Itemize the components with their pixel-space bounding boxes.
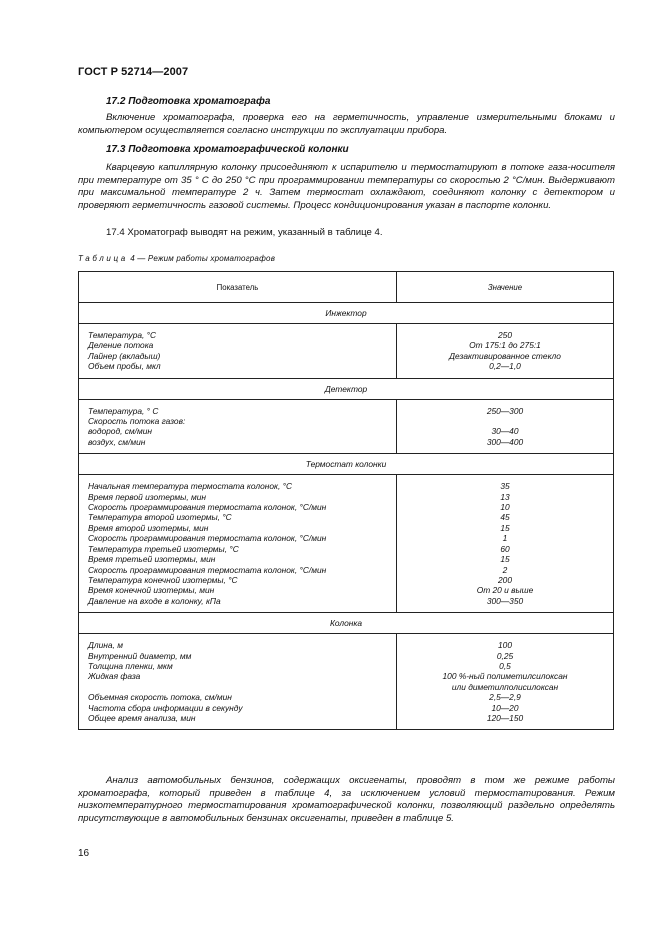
value: 300—350	[486, 595, 524, 606]
value: 45	[500, 512, 510, 523]
table-row	[79, 324, 614, 379]
group-title: Термостат колонки	[79, 454, 614, 475]
parameter-cell	[79, 634, 397, 730]
parameter: Температура третьей изотермы, °С	[88, 543, 239, 554]
value: 0,2—1,0	[489, 361, 521, 372]
section-17-2-text: Включение хроматографа, проверка его на герметичность, управление измерительными блоками и компьютером осуществляется согласно инструкции по эксплуатации прибора.	[78, 112, 615, 136]
parameter: Частота сбора информации в секунду	[88, 702, 243, 713]
value: 15	[500, 554, 510, 565]
parameter: Жидкая фаза	[88, 671, 141, 682]
value: 250	[498, 330, 512, 340]
chromatograph-mode-table	[78, 271, 614, 730]
section-17-2-title: 17.2 Подготовка хроматографа	[106, 96, 271, 107]
parameter: воздух, см/мин	[88, 436, 146, 447]
table-caption	[78, 254, 275, 263]
parameter-cell	[79, 475, 397, 613]
value: 35	[500, 481, 510, 492]
parameter: Время второй изотермы, мин	[88, 522, 209, 533]
table-caption-word: Таблица	[78, 254, 128, 263]
parameter: Температура, ° С	[88, 405, 159, 416]
parameter: Давление на входе в колонку, кПа	[88, 595, 221, 606]
group-title: Инжектор	[79, 303, 614, 324]
value-cell	[397, 475, 614, 613]
parameter-cell	[79, 399, 397, 454]
group-title: Колонка	[79, 613, 614, 634]
value-cell	[397, 634, 614, 730]
parameter: Температура конечной изотермы, °С	[88, 574, 238, 585]
value: 250—300	[486, 405, 524, 416]
table-row	[79, 634, 614, 730]
parameter: водород, см/мин	[88, 426, 152, 437]
closing-paragraph: Анализ автомобильных бензинов, содержащих оксигенаты, проводят в том же режиме работы хроматографа, который приведен в таблице 4, за исключением условий термостатирования. Режим низкотемпературного термостатирования хроматографической колонки, позволяющий раздельно определять присутствующие в автомобильных бензинах оксигенаты, приведен в таблице 5.	[78, 775, 615, 824]
value: 15	[500, 522, 510, 533]
group-row-column-oven	[79, 454, 614, 475]
parameter-cell	[79, 324, 397, 379]
group-row-injector	[79, 303, 614, 324]
value: 30—40	[491, 426, 519, 437]
value: От 175:1 до 275:1	[469, 340, 541, 351]
value: 120—150	[486, 712, 524, 723]
value: 2,5—2,9	[489, 692, 521, 703]
value	[397, 416, 613, 426]
parameter	[88, 682, 392, 692]
parameter: Длина, м	[88, 640, 123, 651]
group-row-detector	[79, 378, 614, 399]
section-17-3-title: 17.3 Подготовка хроматографической колонки	[106, 144, 349, 155]
page-number: 16	[78, 848, 90, 859]
value: 1	[502, 533, 508, 544]
value: 60	[500, 543, 510, 554]
value: 0,25	[496, 650, 514, 661]
document-header: ГОСТ Р 52714—2007	[78, 66, 189, 78]
column-header-parameter: Показатель	[79, 272, 397, 303]
group-row-column	[79, 613, 614, 634]
parameter: Толщина пленки, мкм	[88, 660, 173, 671]
table-caption-title: 4 — Режим работы хроматографов	[127, 254, 276, 263]
parameter: Время третьей изотермы, мин	[88, 554, 216, 565]
parameter: Время первой изотермы, мин	[88, 491, 206, 502]
value: 0,5	[499, 660, 511, 671]
parameter: Общее время анализа, мин	[88, 712, 196, 723]
column-header-value: Значение	[397, 272, 614, 303]
table-row	[79, 475, 614, 613]
value-cell	[397, 324, 614, 379]
table-header-row	[79, 272, 614, 303]
value: 10	[500, 502, 510, 513]
parameter: Деление потока	[88, 340, 154, 351]
value: 100 %-ный полиметилсилоксан	[442, 671, 568, 682]
value: Дезактивированное стекло	[449, 350, 561, 361]
value: 300—400	[486, 436, 524, 447]
parameter: Скорость программирования термостата колонок, °С/мин	[88, 502, 327, 513]
parameter: Температура, °С	[88, 330, 157, 340]
value: 10—20	[491, 702, 519, 713]
value: или диметилполисилоксан	[451, 681, 559, 692]
value: 13	[500, 491, 510, 502]
parameter: Начальная температура термостата колонок, °С	[88, 481, 292, 492]
group-title: Детектор	[79, 378, 614, 399]
section-17-3-text: Кварцевую капиллярную колонку присоединяют к испарителю и термостатируют в потоке газа-носителя при температуре от 35 ° С до 250 °С при программировании температуры со скоростью 2 °С/мин. Выдерживают при максимальной температуре 2 ч. Затем термостат охлаждают, соединяют колонку с детектором и проверяют герметичность газовой системы. Процесс кондиционирования указан в паспорте колонки.	[78, 162, 615, 211]
value-cell	[397, 399, 614, 454]
parameter: Температура второй изотермы, °С	[88, 512, 232, 523]
value: 100	[498, 640, 512, 651]
parameter: Время конечной изотермы, мин	[88, 585, 215, 596]
value: 2	[502, 564, 508, 575]
value: От 20 и выше	[476, 585, 534, 596]
parameter: Скорость потока газов:	[88, 416, 186, 427]
section-17-4-text: 17.4 Хроматограф выводят на режим, указанный в таблице 4.	[106, 227, 383, 238]
parameter: Скорость программирования термостата колонок, °С/мин	[88, 564, 327, 575]
parameter: Объем пробы, мкл	[88, 361, 161, 372]
parameter: Лайнер (вкладыш)	[88, 350, 161, 361]
value: 200	[498, 574, 512, 585]
parameter: Объемная скорость потока, см/мин	[88, 692, 232, 703]
table-row	[79, 399, 614, 454]
parameter: Скорость программирования термостата колонок, °С/мин	[88, 533, 327, 544]
parameter: Внутренний диаметр, мм	[88, 650, 192, 661]
